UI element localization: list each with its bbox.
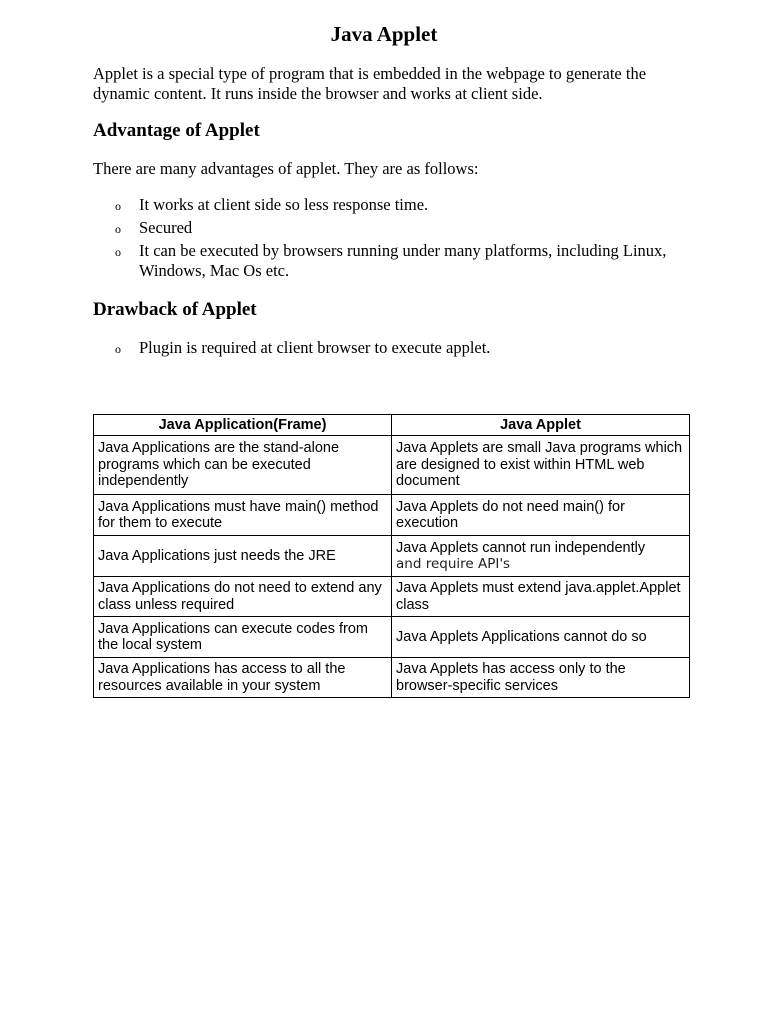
table-cell-line: and require API's: [396, 556, 511, 572]
bullet-icon: o: [115, 222, 121, 236]
table-row: [94, 617, 690, 658]
drawbacks-list: [93, 338, 683, 361]
intro-paragraph: Applet is a special type of program that is embedded in the webpage to generate the dynamic content. It runs inside the browser and works at client side.: [93, 64, 647, 103]
table-cell: Java Applications just needs the JRE: [94, 536, 392, 577]
table-cell: Java Applets must extend java.applet.Applet class: [392, 577, 690, 617]
table-row: [94, 495, 690, 536]
list-item-text: Secured: [139, 218, 193, 237]
list-item: [93, 338, 683, 358]
bullet-icon: o: [115, 342, 121, 356]
advantages-heading: Advantage of Applet: [93, 120, 260, 141]
table-cell: Java Applets has access only to the browser-specific services: [392, 658, 690, 698]
table-cell: Java Applications has access to all the resources available in your system: [94, 658, 392, 698]
table-row: [94, 536, 690, 577]
table-cell: Java Applets do not need main() for execution: [392, 495, 690, 536]
page-title: Java Applet: [330, 22, 438, 46]
table-row: [94, 577, 690, 617]
list-item: [93, 218, 683, 238]
table-cell: Java Applets Applications cannot do so: [392, 617, 690, 658]
advantages-list: [93, 195, 683, 284]
table-header-row: [94, 415, 690, 436]
list-item: [93, 195, 683, 215]
table-cell: [392, 536, 690, 577]
list-item-text: Plugin is required at client browser to execute applet.: [139, 338, 491, 357]
bullet-icon: o: [115, 245, 121, 259]
table-cell: Java Applications are the stand-alone programs which can be executed independently: [94, 436, 392, 495]
comparison-table: [93, 414, 690, 698]
advantages-lead: There are many advantages of applet. They are as follows:: [93, 159, 479, 178]
table-cell: Java Applications must have main() method for them to execute: [94, 495, 392, 536]
column-header-applet: Java Applet: [392, 415, 690, 436]
table-row: [94, 658, 690, 698]
table-cell-line: Java Applets cannot run independently: [396, 539, 646, 556]
column-header-application: Java Application(Frame): [94, 415, 392, 436]
table-row: [94, 436, 690, 495]
list-item: [93, 241, 683, 281]
table-cell: Java Applets are small Java programs which are designed to exist within HTML web document: [392, 436, 690, 495]
list-item-text: It works at client side so less response time.: [139, 195, 429, 214]
bullet-icon: o: [115, 199, 121, 213]
list-item-text: It can be executed by browsers running under many platforms, including Linux, Windows, Mac Os etc.: [139, 241, 667, 280]
drawbacks-heading: Drawback of Applet: [93, 299, 257, 320]
table-cell: Java Applications do not need to extend any class unless required: [94, 577, 392, 617]
table-cell: Java Applications can execute codes from the local system: [94, 617, 392, 658]
